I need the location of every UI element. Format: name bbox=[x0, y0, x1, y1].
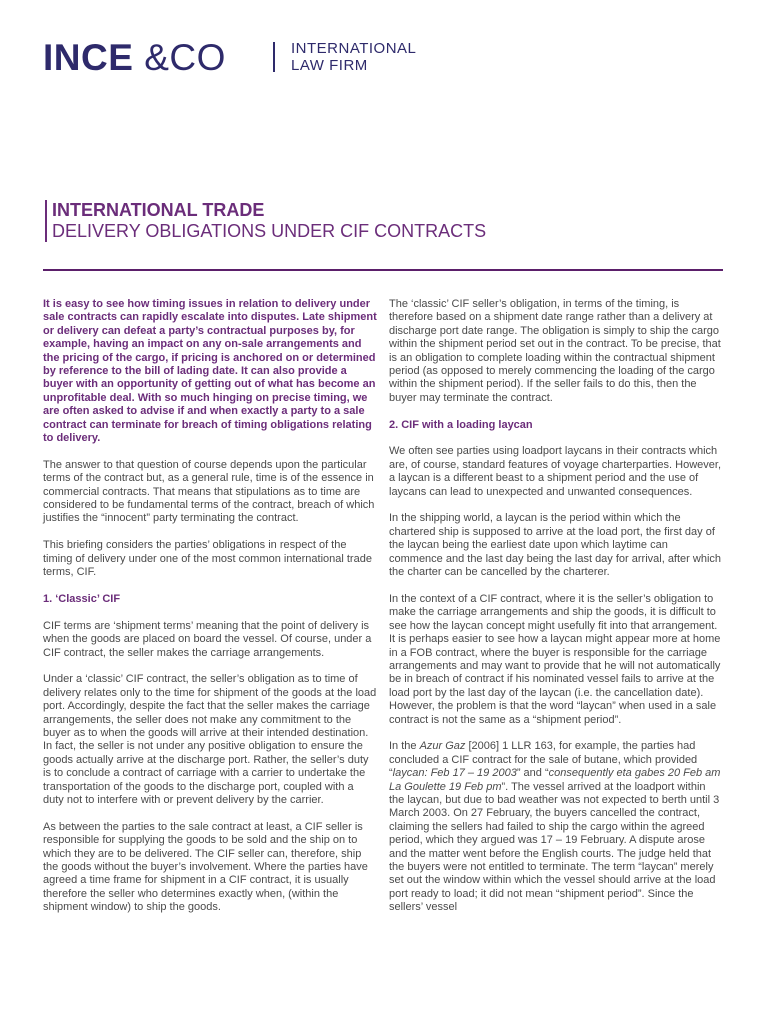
lead-paragraph: It is easy to see how timing issues in relation to delivery under sale contracts can rapidly escalate into disputes. Late shipment or delivery can defeat a party’s contractual purposes by, for example, having an impact on any on-sale arrangements and the pricing of the cargo, if pricing is anchored on or determined by reference to the bill of lading date. It can also provide a buyer with an opportunity of getting out of what has become an unprofitable deal. With so much hinging on precise timing, we are often asked to advise if and when exactly a party to a sale contract can terminate for breach of timing obligations relating to delivery. bbox=[43, 298, 377, 445]
paragraph: In the context of a CIF contract, where it is the seller’s obligation to make the carriage arrangements and ship the goods, it is difficult to see how the laycan concept might usefully fit into that arrangement. It is perhaps easier to see how a laycan might appear more at home in a FOB contract, where the buyer is responsible for the carriage arrangements and may want to provide that he will not automatically be in breach of contract if his nominated vessel fails to arrive at the load port by the last day of the laycan (i.e. the cancellation date). However, the problem is that the word “laycan” when used in a sale contract is not the same as a “shipment period”. bbox=[389, 592, 721, 726]
paragraph: As between the parties to the sale contract at least, a CIF seller is responsible for supplying the goods to be sold and the ship on to which they are to be delivered. The CIF seller can, therefore, ship the goods without the buyer’s involvement. Where the parties have agreed a time frame for shipment in a CIF contract, it is usually therefore the seller who determines exactly when, (within the shipment window) to ship the goods. bbox=[43, 820, 368, 914]
text-span: ”. The vessel arrived at the loadport within the laycan, but due to bad weather was not expected to berth until 3 March 2003. On 27 February, the buyers cancelled the contract, claiming the sellers had failed to ship the cargo within the agreed period, which they argued was 17 – 19 February. A dispute arose and the matter went before the English courts. The judge held that the buyers were not entitled to terminate. The term “laycan” merely set out the window within which the vessel should arrive at the load port ready to load; it did not mean “shipment period”. Since the sellers’ vessel bbox=[389, 780, 720, 914]
logo-wordmark bbox=[43, 38, 226, 78]
logo-subtitle bbox=[291, 40, 416, 74]
paragraph: We often see parties using loadport laycans in their contracts which are, of course, standard features of voyage charterparties. However, a laycan is a different beast to a shipment period and the use of laycans can lead to unexpected and unwanted consequences. bbox=[389, 445, 722, 498]
section-heading-loading-laycan: 2. CIF with a loading laycan bbox=[389, 418, 533, 431]
text-span: ” and “ bbox=[516, 767, 549, 780]
right-column bbox=[389, 298, 723, 915]
title-line2: DELIVERY OBLIGATIONS UNDER CIF CONTRACTS bbox=[52, 221, 487, 241]
logo-divider bbox=[273, 42, 275, 72]
quoted-term: laycan: Feb 17 – 19 2003 bbox=[392, 767, 517, 780]
section-heading-classic-cif: 1. ‘Classic’ CIF bbox=[43, 592, 121, 605]
title-line1: INTERNATIONAL TRADE bbox=[52, 200, 265, 220]
logo-sub-line1: INTERNATIONAL bbox=[291, 40, 417, 57]
paragraph: In the shipping world, a laycan is the period within which the chartered ship is supposed to arrive at the load port, the first day of the laycan being the earliest date upon which laytime can commence and the last day being the last day for arrival, after which the charter can be cancelled by the charterer. bbox=[389, 512, 722, 579]
paragraph: The answer to that question of course depends upon the particular terms of the contract but, as a general rule, time is of the essence in commercial contracts. That means that stipulations as to time are considered to be fundamental terms of the contract, breach of which justifies the “innocent” party terminating the contract. bbox=[43, 458, 375, 525]
paragraph-azur-gaz bbox=[389, 740, 723, 914]
logo-amp-co: &CO bbox=[144, 37, 226, 78]
text-span: [2006] 1 LLR 163, for example, the parties had concluded a CIF contract for the sale of butane, which provided “ bbox=[389, 740, 698, 780]
paragraph: The ‘classic’ CIF seller’s obligation, in terms of the timing, is therefore based on a shipment date range rather than a delivery at discharge port date range. The obligation is simply to ship the cargo within the shipment period set out in the contract. To be precise, that is an obligation to complete loading within the contractual shipment period (as opposed to merely commencing the loading of the cargo within the shipment period). If the seller fails to do this, then the buyer may terminate the contract. bbox=[389, 298, 721, 404]
logo-sub-line2: LAW FIRM bbox=[291, 57, 368, 74]
paragraph: CIF terms are ‘shipment terms’ meaning that the point of delivery is when the goods are placed on board the vessel. Of course, under a CIF contract, the seller makes the carriage arrangements. bbox=[43, 619, 372, 659]
case-name: Azur Gaz bbox=[419, 740, 466, 753]
paragraph: This briefing considers the parties’ obligations in respect of the timing of delivery under one of the most common international trade terms, CIF. bbox=[43, 539, 372, 579]
quoted-term: consequently eta gabes 20 Feb am La Goulette 19 Feb pm bbox=[389, 767, 721, 793]
text-span: In the bbox=[389, 740, 420, 753]
title-divider bbox=[43, 269, 723, 271]
paragraph: Under a ‘classic’ CIF contract, the seller’s obligation as to time of delivery relates only to the time for shipment of the goods at the load port. Accordingly, despite the fact that the seller makes the carriage arrangements, the seller does not make any commitment to the buyer as to when the goods will arrive at their intended destination. In fact, the seller is not under any positive obligation to ensure the goods actually arrive at the discharge port. Rather, the seller’s duty is to conclude a contract of carriage with a carrier to undertake the transportation of the goods to the discharge port, coupled with a duty not to interfere with or prevent delivery by the carrier. bbox=[43, 673, 377, 806]
left-column bbox=[43, 298, 377, 928]
document-title bbox=[45, 200, 486, 242]
logo-ince: INCE bbox=[43, 37, 134, 78]
